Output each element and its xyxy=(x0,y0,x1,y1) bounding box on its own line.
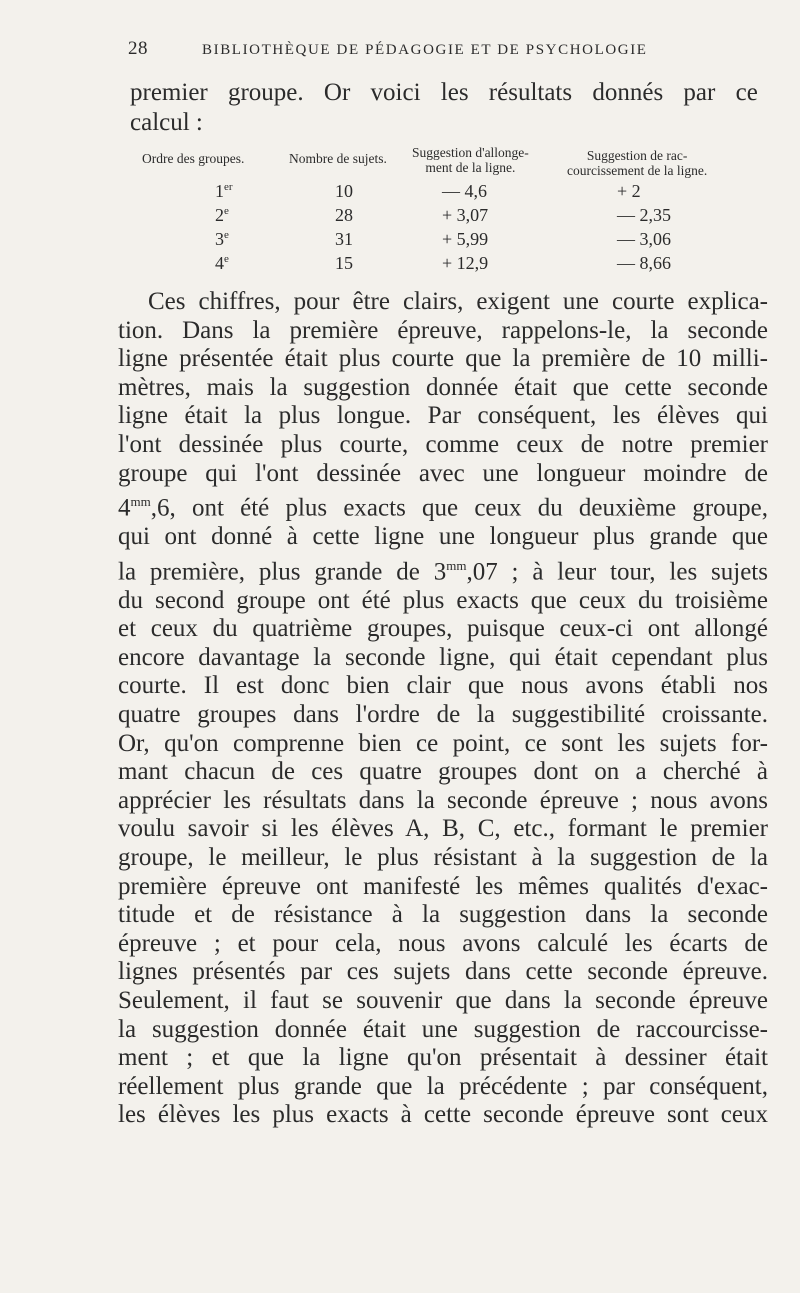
lengthening-value: + 12,9 xyxy=(442,253,489,273)
text-line: Seulement, il faut se souvenir que dans la seconde épreuve xyxy=(118,986,768,1014)
group-number: 3 xyxy=(215,229,224,249)
header-line: Suggestion de rac- xyxy=(586,148,688,163)
lengthening-value: + 3,07 xyxy=(442,205,489,225)
intro-paragraph xyxy=(130,78,770,138)
text-line: réellement plus grande que la précédente ; par conséquent, xyxy=(118,1072,768,1100)
column-header-order: Ordre des groupes. xyxy=(142,151,245,166)
table-row xyxy=(142,181,762,205)
header-line: ment de la ligne. xyxy=(425,160,516,175)
text-line: quatre groupes dans l'ordre de la suggestibilité croissante. xyxy=(118,700,768,728)
ordinal-suffix: e xyxy=(224,229,229,241)
column-header-count: Nombre de sujets. xyxy=(289,151,387,166)
group-number: 2 xyxy=(215,205,224,225)
text-line: Ces chiffres, pour être clairs, exigent une courte explica- xyxy=(148,288,768,315)
text-line: mant chacun de ces quatre groupes dont on a cherché à xyxy=(118,758,768,786)
lengthening-value: — 4,6 xyxy=(442,181,487,201)
text-line: Or, qu'on comprenne bien ce point, ce sont les sujets for- xyxy=(118,729,768,757)
text-line: ment ; et que la ligne qu'on présentait à dessiner était xyxy=(118,1044,768,1072)
shortening-value: — 3,06 xyxy=(617,229,671,249)
text-line: voulu savoir si les élèves A, B, C, etc., formant le premier xyxy=(118,815,768,843)
ordinal-suffix: e xyxy=(224,253,229,265)
text-line: épreuve ; et pour cela, nous avons calculé les écarts de xyxy=(118,929,768,957)
group-order xyxy=(215,253,229,274)
text-line: apprécier les résultats dans la seconde épreuve ; nous avons xyxy=(118,786,768,814)
running-title: BIBLIOTHÈQUE DE PÉDAGOGIE ET DE PSYCHOLOGIE xyxy=(202,42,648,58)
group-number: 1 xyxy=(215,181,224,201)
group-order xyxy=(215,181,233,202)
text-line: groupe qui l'ont dessinée avec une longueur moindre de xyxy=(118,459,768,487)
text-line: calcul : xyxy=(130,109,203,136)
unit-superscript: mm xyxy=(130,494,151,510)
column-header-shortening xyxy=(567,148,707,178)
table-row xyxy=(142,253,762,277)
header-line: courcissement de la ligne. xyxy=(567,163,708,178)
text-line: du second groupe ont été plus exacts que ceux du troisième xyxy=(118,586,768,614)
text-line: tion. Dans la première épreuve, rappelons-le, la seconde xyxy=(118,316,768,344)
group-order xyxy=(215,205,229,226)
shortening-value: + 2 xyxy=(617,181,641,201)
shortening-value: — 8,66 xyxy=(617,253,671,273)
shortening-value: — 2,35 xyxy=(617,205,671,225)
table-row xyxy=(142,229,762,253)
group-number: 4 xyxy=(215,253,224,273)
text-line: ligne présentée était plus courte que la première de 10 milli- xyxy=(118,345,768,373)
page-number: 28 xyxy=(128,38,148,59)
text-line: la suggestion donnée était une suggestion de raccourcisse- xyxy=(118,1015,768,1043)
subject-count: 10 xyxy=(335,181,353,201)
text-line: l'ont dessinée plus courte, comme ceux de notre premier xyxy=(118,430,768,458)
text-line: les élèves les plus exacts à cette seconde épreuve sont ceux xyxy=(118,1101,768,1129)
running-head xyxy=(128,38,700,66)
lengthening-value: + 5,99 xyxy=(442,229,489,249)
text-line: encore davantage la seconde ligne, qui était cependant plus xyxy=(118,643,768,671)
text-line: et ceux du quatrième groupes, puisque ceux-ci ont allongé xyxy=(118,615,768,643)
column-header-lengthening xyxy=(412,145,529,175)
text-line: titude et de résistance à la suggestion dans la seconde xyxy=(118,901,768,929)
text-line: qui ont donné à cette ligne une longueur plus grande que xyxy=(118,523,768,551)
text-fragment: 4 xyxy=(118,494,131,522)
group-order xyxy=(215,229,229,250)
text-fragment: la première, plus grande de 3 xyxy=(118,558,447,585)
text-line xyxy=(118,488,768,523)
text-fragment: ,6, ont été plus exacts que ceux du deuxième groupe, xyxy=(150,494,768,522)
text-line: ligne était la plus longue. Par conséquent, les élèves qui xyxy=(118,402,768,430)
table-row xyxy=(142,205,762,229)
body-paragraph xyxy=(118,288,768,1130)
text-line: lignes présentés par ces sujets dans cette seconde épreuve. xyxy=(118,958,768,986)
text-line xyxy=(118,552,768,587)
unit-superscript: mm xyxy=(446,557,467,573)
text-line: mètres, mais la suggestion donnée était que cette seconde xyxy=(118,373,768,401)
subject-count: 28 xyxy=(335,205,353,225)
subject-count: 15 xyxy=(335,253,353,273)
text-line: courte. Il est donc bien clair que nous avons établi nos xyxy=(118,672,768,700)
text-line: première épreuve ont manifesté les mêmes qualités d'exac- xyxy=(118,872,768,900)
text-line: premier groupe. Or voici les résultats donnés par ce xyxy=(130,79,758,106)
header-line: Suggestion d'allonge- xyxy=(412,145,529,160)
ordinal-suffix: er xyxy=(224,181,233,193)
subject-count: 31 xyxy=(335,229,353,249)
text-line: groupe, le meilleur, le plus résistant à la suggestion de la xyxy=(118,843,768,871)
text-fragment: ,07 ; à leur tour, les sujets xyxy=(466,558,768,585)
ordinal-suffix: e xyxy=(224,205,229,217)
